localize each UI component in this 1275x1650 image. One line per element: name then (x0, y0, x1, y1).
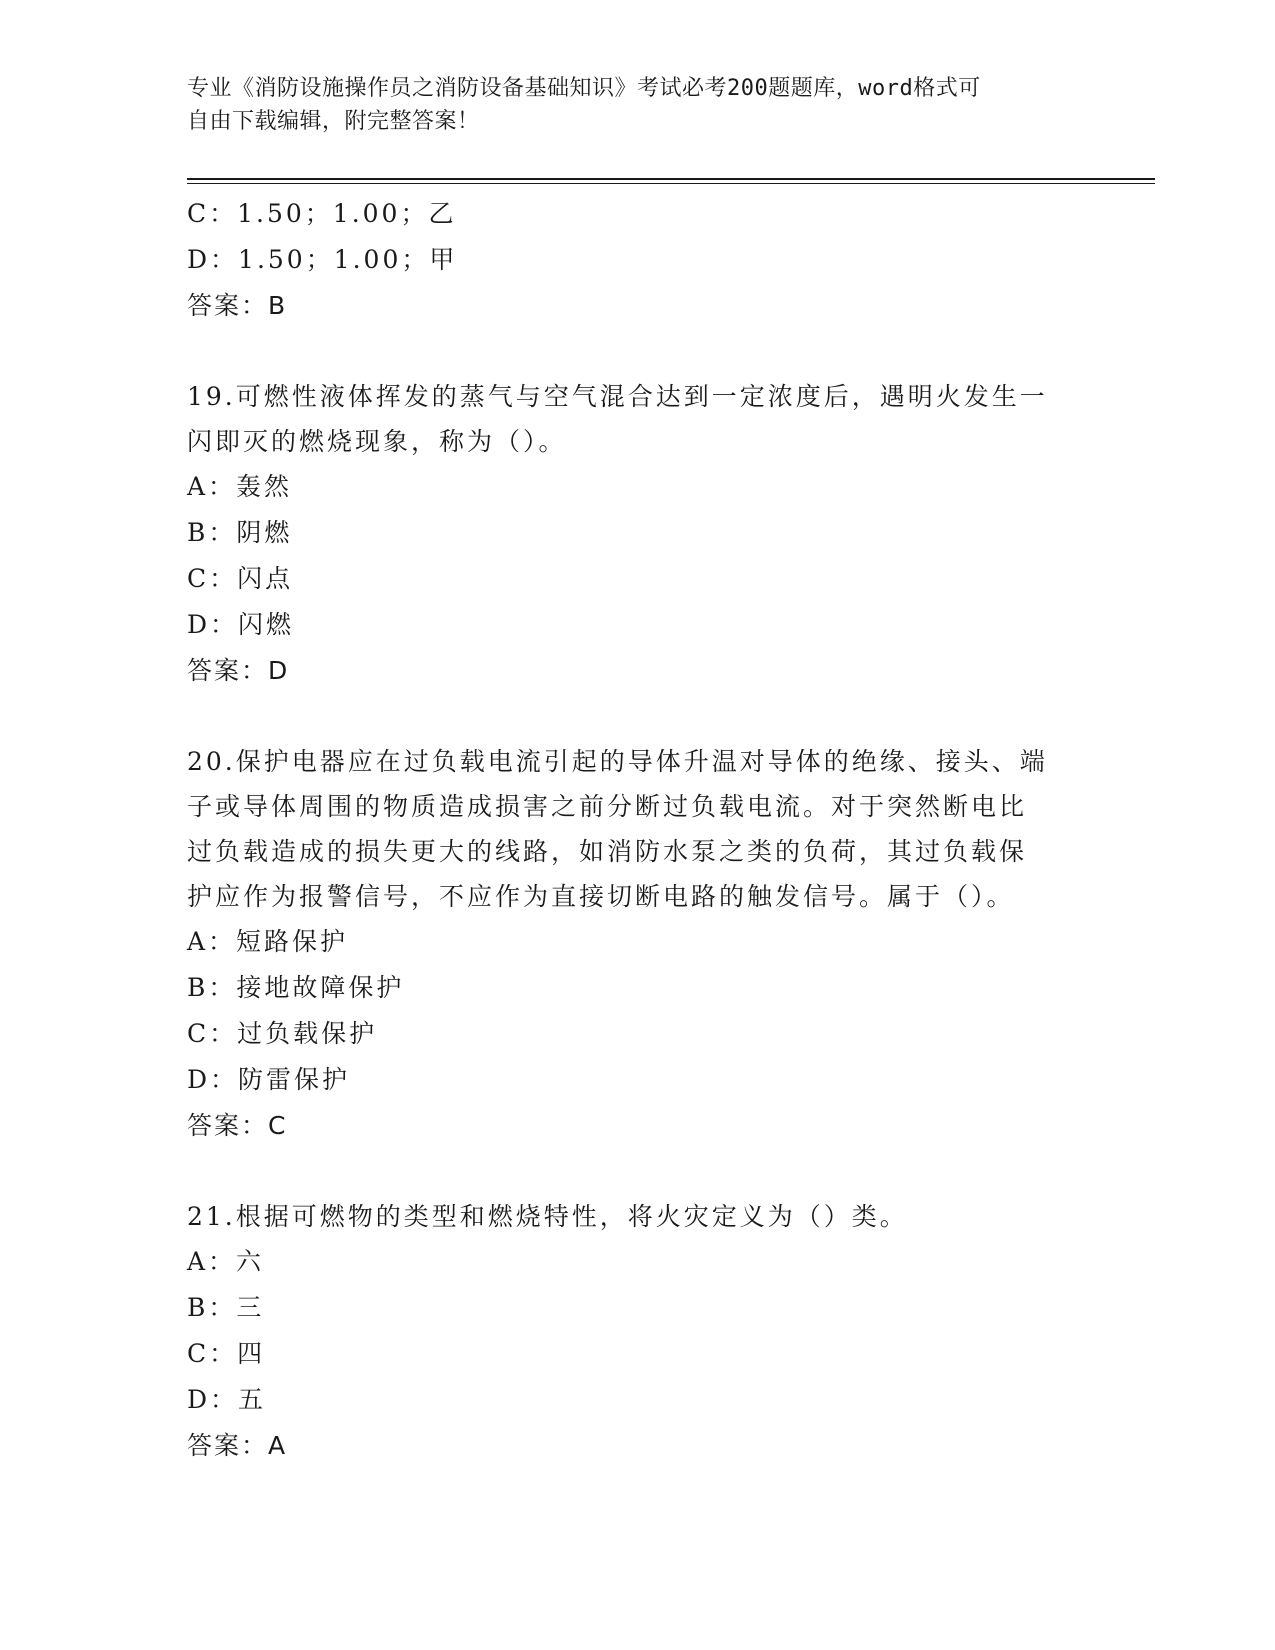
option-b: B：接地故障保护 (187, 973, 405, 1002)
option-b: B：三 (187, 1293, 265, 1322)
answer-line: 答案：B (187, 291, 288, 320)
option-a: A：轰然 (187, 472, 293, 501)
stem-line: 护应作为报警信号，不应作为直接切断电路的触发信号。属于（）。 (187, 882, 1015, 911)
question-content (187, 191, 1087, 1469)
question-19 (187, 374, 1087, 694)
question-20 (187, 739, 1087, 1149)
spacer (187, 1149, 1087, 1194)
question-stem (187, 374, 1087, 464)
stem-line: 21.根据可燃物的类型和燃烧特性，将火灾定义为（）类。 (187, 1202, 908, 1231)
option-c: C：闪点 (187, 564, 294, 593)
option-d: D：1.50；1.00；甲 (187, 245, 458, 274)
page-header (187, 72, 1067, 138)
option-a: A：短路保护 (187, 927, 349, 956)
option-d: D：闪燃 (187, 610, 295, 639)
answer-line: 答案：A (187, 1431, 288, 1460)
spacer (187, 329, 1087, 374)
option-d: D：防雷保护 (187, 1065, 351, 1094)
header-title-line-1: 专业《消防设施操作员之消防设备基础知识》考试必考200题题库，word格式可 (187, 76, 981, 101)
option-c: C：四 (187, 1339, 266, 1368)
answer-line: 答案：C (187, 1111, 288, 1140)
question-21 (187, 1194, 1087, 1469)
question-stem (187, 1194, 1087, 1239)
answer-line: 答案：D (187, 656, 290, 685)
stem-line: 子或导体周围的物质造成损害之前分断过负载电流。对于突然断电比 (187, 792, 1028, 821)
stem-line: 20.保护电器应在过负载电流引起的导体升温对导体的绝缘、接头、端 (187, 747, 1048, 776)
spacer (187, 694, 1087, 739)
prev-question-block (187, 191, 1087, 329)
option-d: D：五 (187, 1385, 267, 1414)
option-a: A：六 (187, 1247, 265, 1276)
option-b: B：阴燃 (187, 518, 293, 547)
header-divider (187, 178, 1155, 180)
question-stem (187, 739, 1087, 919)
option-c: C：1.50；1.00；乙 (187, 199, 457, 228)
stem-line: 19.可燃性液体挥发的蒸气与空气混合达到一定浓度后，遇明火发生一 (187, 382, 1048, 411)
header-title-line-2: 自由下载编辑，附完整答案！ (187, 109, 480, 134)
stem-line: 闪即灭的燃烧现象，称为（）。 (187, 427, 567, 456)
header-divider-thin (187, 183, 1155, 184)
stem-line: 过负载造成的损失更大的线路，如消防水泵之类的负荷，其过负载保 (187, 837, 1028, 866)
option-c: C：过负载保护 (187, 1019, 378, 1048)
